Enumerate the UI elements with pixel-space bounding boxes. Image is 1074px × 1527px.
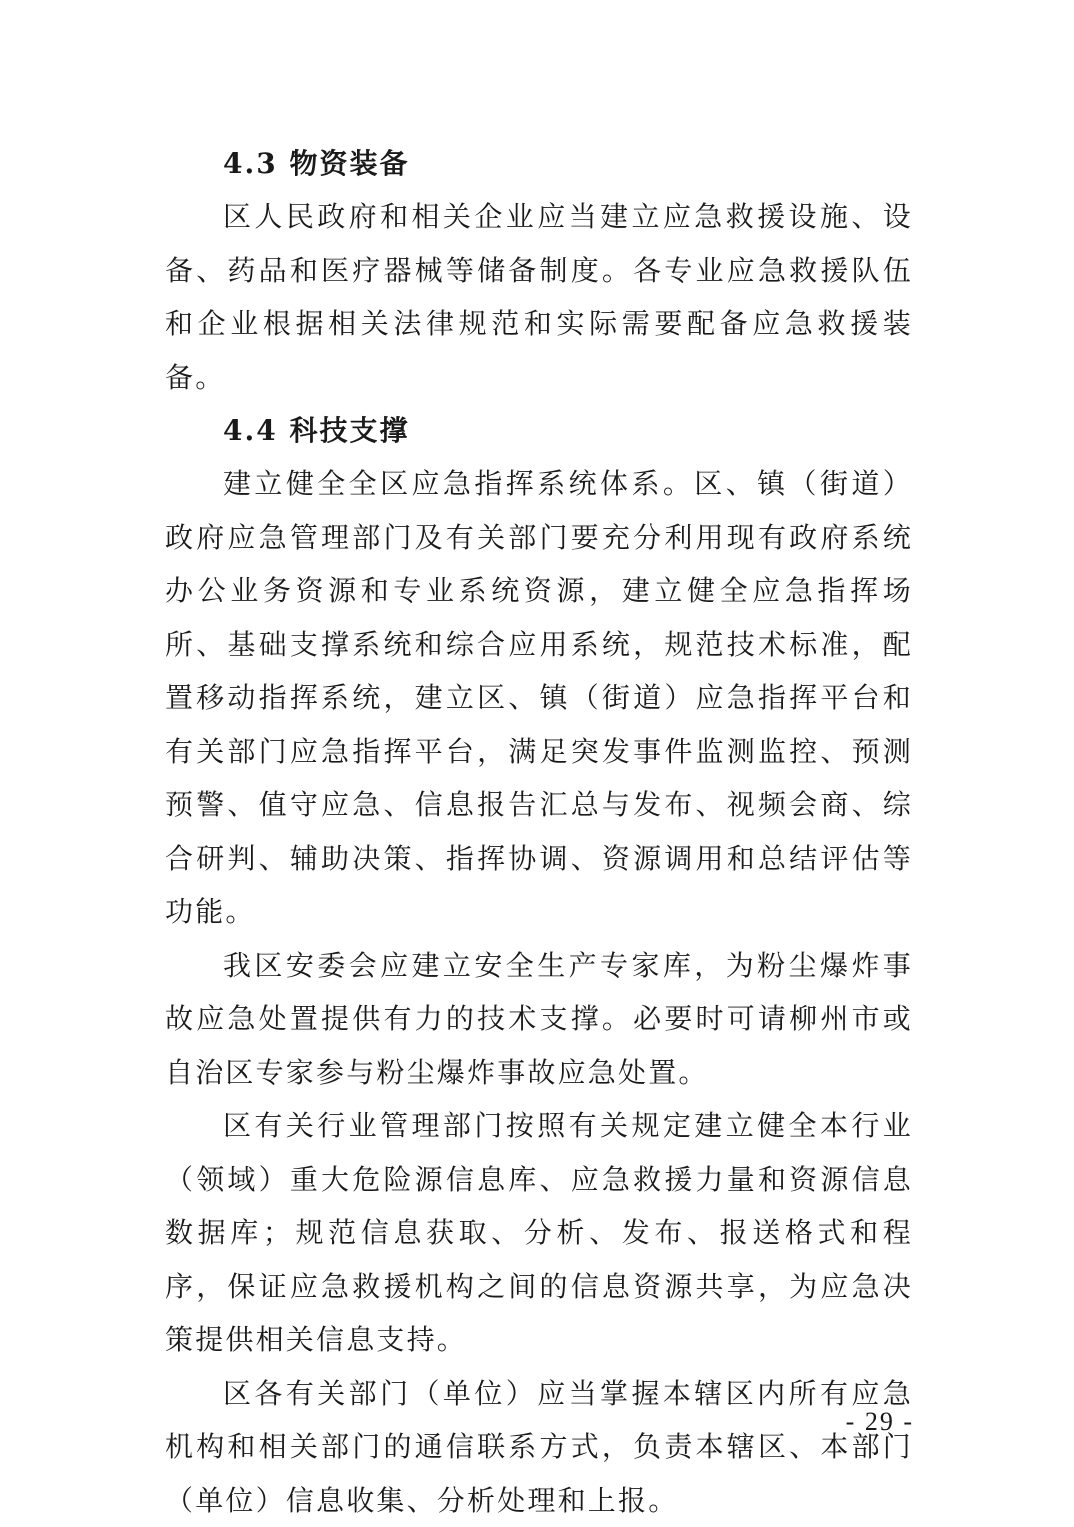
paragraph-command-system: 建立健全全区应急指挥系统体系。区、镇（街道）政府应急管理部门及有关部门要充分利用现有政府系统办公业务资源和专业系统资源，建立健全应急指挥场所、基础支撑系统和综合应用系统，规范技术标准，配置移动指挥系统，建立区、镇（街道）应急指挥平台和有关部门应急指挥平台，满足突发事件监测监控、预测预警、值守应急、信息报告汇总与发布、视频会商、综合研判、辅助决策、指挥协调、资源调用和总结评估等功能。 — [165, 457, 913, 939]
page-content — [165, 137, 913, 1527]
paragraph-expert-database: 我区安委会应建立安全生产专家库，为粉尘爆炸事故应急处置提供有力的技术支撑。必要时可请柳州市或自治区专家参与粉尘爆炸事故应急处置。 — [165, 939, 913, 1100]
section-heading-tech-support: 4.4 科技支撑 — [165, 404, 913, 457]
page-number: - 29 - — [846, 1407, 914, 1437]
section-heading-materials: 4.3 物资装备 — [165, 137, 913, 190]
paragraph-materials: 区人民政府和相关企业应当建立应急救援设施、设备、药品和医疗器械等储备制度。各专业应急救援队伍和企业根据相关法律规范和实际需要配备应急救援装备。 — [165, 190, 913, 404]
paragraph-hazard-database: 区有关行业管理部门按照有关规定建立健全本行业（领域）重大危险源信息库、应急救援力量和资源信息数据库；规范信息获取、分析、发布、报送格式和程序，保证应急救援机构之间的信息资源共享，为应急决策提供相关信息支持。 — [165, 1099, 913, 1367]
paragraph-communications: 区各有关部门（单位）应当掌握本辖区内所有应急机构和相关部门的通信联系方式，负责本辖区、本部门（单位）信息收集、分析处理和上报。 — [165, 1367, 913, 1527]
